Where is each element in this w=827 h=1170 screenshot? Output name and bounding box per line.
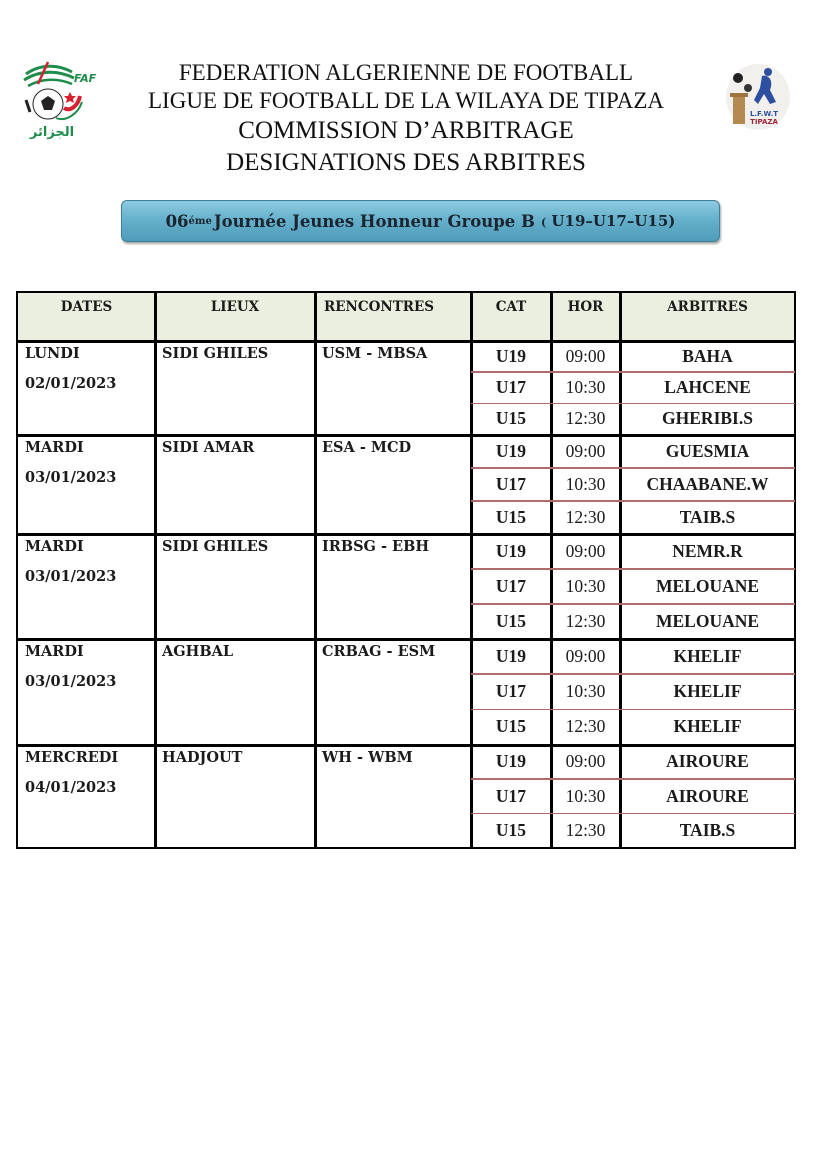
time-cell: 10:30 — [565, 575, 606, 596]
category-cell: U17 — [495, 377, 527, 397]
document-title: DESIGNATIONS DES ARBITRES — [226, 149, 586, 176]
match-venue: SIDI AMAR — [162, 439, 255, 456]
round-banner — [121, 200, 720, 242]
match-divider — [18, 434, 794, 437]
category-row-divider — [471, 371, 795, 373]
round-categories-group — [541, 212, 675, 230]
category-cell: U17 — [495, 681, 527, 701]
column-header-cat: CAT — [495, 299, 527, 315]
time-cell: 12:30 — [565, 819, 606, 840]
referee-cell: BAHA — [682, 345, 733, 366]
federation-title: FEDERATION ALGERIENNE DE FOOTBALL — [178, 60, 634, 85]
category-row-divider — [471, 709, 795, 711]
lfwt-logo-city: TIPAZA — [750, 118, 778, 126]
time-cell: 10:30 — [565, 473, 606, 494]
category-row-divider — [471, 673, 795, 675]
round-title: Journée Jeunes Honneur Groupe B — [213, 211, 535, 231]
designations-table — [16, 291, 796, 849]
referee-cell: CHAABANE.W — [646, 473, 769, 494]
match-day: MERCREDI — [25, 749, 119, 766]
category-cell: U17 — [495, 575, 527, 596]
referee-cell: KHELIF — [673, 681, 742, 701]
time-cell: 12:30 — [565, 610, 606, 631]
category-cell: U15 — [495, 716, 527, 737]
league-title: LIGUE DE FOOTBALL DE LA WILAYA DE TIPAZA — [148, 88, 664, 113]
time-cell: 12:30 — [565, 716, 606, 737]
match-day: LUNDI — [25, 345, 80, 362]
column-header-rencontres: RENCONTRES — [324, 299, 434, 315]
close-paren: ) — [668, 212, 676, 230]
referee-cell: KHELIF — [673, 645, 742, 666]
match-date: 03/01/2023 — [25, 673, 117, 690]
time-cell: 10:30 — [565, 681, 606, 701]
time-cell: 09:00 — [565, 645, 606, 666]
match-divider — [18, 638, 794, 641]
match-venue: AGHBAL — [162, 643, 234, 660]
time-cell: 12:30 — [565, 408, 606, 429]
match-fixture: USM - MBSA — [322, 345, 428, 362]
round-categories: U19–U17–U15 — [551, 212, 669, 230]
match-date: 02/01/2023 — [25, 375, 117, 392]
lfwt-logo-text: L.F.W.T — [749, 110, 779, 118]
category-row-divider — [471, 568, 795, 570]
match-day: MARDI — [25, 643, 84, 660]
open-paren: ( — [540, 216, 547, 229]
match-venue: SIDI GHILES — [162, 538, 269, 555]
column-header-dates: DATES — [60, 299, 113, 315]
match-divider — [18, 744, 794, 747]
referee-cell: MELOUANE — [655, 610, 760, 631]
match-divider — [18, 533, 794, 536]
category-row-divider — [471, 403, 795, 405]
category-cell: U15 — [495, 610, 527, 631]
referee-cell: TAIB.S — [679, 819, 736, 840]
match-venue: SIDI GHILES — [162, 345, 269, 362]
time-cell: 09:00 — [565, 440, 606, 461]
column-header-lieux: LIEUX — [210, 299, 260, 315]
match-date: 03/01/2023 — [25, 568, 117, 585]
match-fixture: CRBAG - ESM — [322, 643, 436, 660]
category-cell: U19 — [495, 540, 527, 561]
match-fixture: ESA - MCD — [322, 439, 412, 456]
referee-cell: GUESMIA — [665, 440, 750, 461]
referee-cell: GHERIBI.S — [662, 408, 753, 429]
category-row-divider — [471, 813, 795, 815]
time-cell: 10:30 — [565, 785, 606, 806]
time-cell: 09:00 — [565, 751, 606, 772]
match-day: MARDI — [25, 439, 84, 456]
faf-logo-icon — [18, 60, 98, 142]
match-fixture: WH - WBM — [322, 749, 413, 766]
referee-cell: AIROURE — [666, 785, 749, 806]
category-cell: U15 — [495, 408, 527, 429]
time-cell: 09:00 — [565, 540, 606, 561]
header-divider — [18, 340, 794, 343]
referee-cell: TAIB.S — [679, 506, 736, 527]
category-cell: U19 — [495, 645, 527, 666]
round-number: 06 — [165, 211, 189, 231]
referee-cell: MELOUANE — [655, 575, 760, 596]
category-row-divider — [471, 778, 795, 780]
column-header-arbitres: ARBITRES — [667, 299, 748, 315]
match-date: 03/01/2023 — [25, 469, 117, 486]
time-cell: 10:30 — [565, 377, 606, 397]
category-cell: U19 — [495, 751, 527, 772]
column-header-hor: HOR — [567, 299, 604, 315]
category-cell: U17 — [495, 473, 527, 494]
column-divider — [314, 293, 317, 847]
referee-cell: AIROURE — [666, 751, 749, 772]
category-cell: U19 — [495, 345, 527, 366]
category-cell: U15 — [495, 819, 527, 840]
match-date: 04/01/2023 — [25, 779, 117, 796]
referee-cell: KHELIF — [673, 716, 742, 737]
round-suffix: éme — [188, 215, 212, 227]
time-cell: 09:00 — [565, 345, 606, 366]
column-divider — [154, 293, 157, 847]
category-row-divider — [471, 500, 795, 502]
category-row-divider — [471, 467, 795, 469]
match-fixture: IRBSG - EBH — [322, 538, 430, 555]
lfwt-logo-icon — [724, 62, 792, 132]
category-cell: U15 — [495, 506, 527, 527]
category-cell: U17 — [495, 785, 527, 806]
time-cell: 12:30 — [565, 506, 606, 527]
referee-cell: LAHCENE — [664, 377, 751, 397]
lfwt-logo — [724, 62, 792, 132]
faf-logo-arabic: الجزائر — [29, 125, 75, 140]
commission-title: COMMISSION D’ARBITRAGE — [238, 117, 574, 144]
category-cell: U19 — [495, 440, 527, 461]
faf-logo — [18, 60, 98, 142]
match-venue: HADJOUT — [162, 749, 243, 766]
match-day: MARDI — [25, 538, 84, 555]
referee-cell: NEMR.R — [672, 540, 743, 561]
faf-logo-text: FAF — [74, 72, 97, 85]
category-row-divider — [471, 603, 795, 605]
